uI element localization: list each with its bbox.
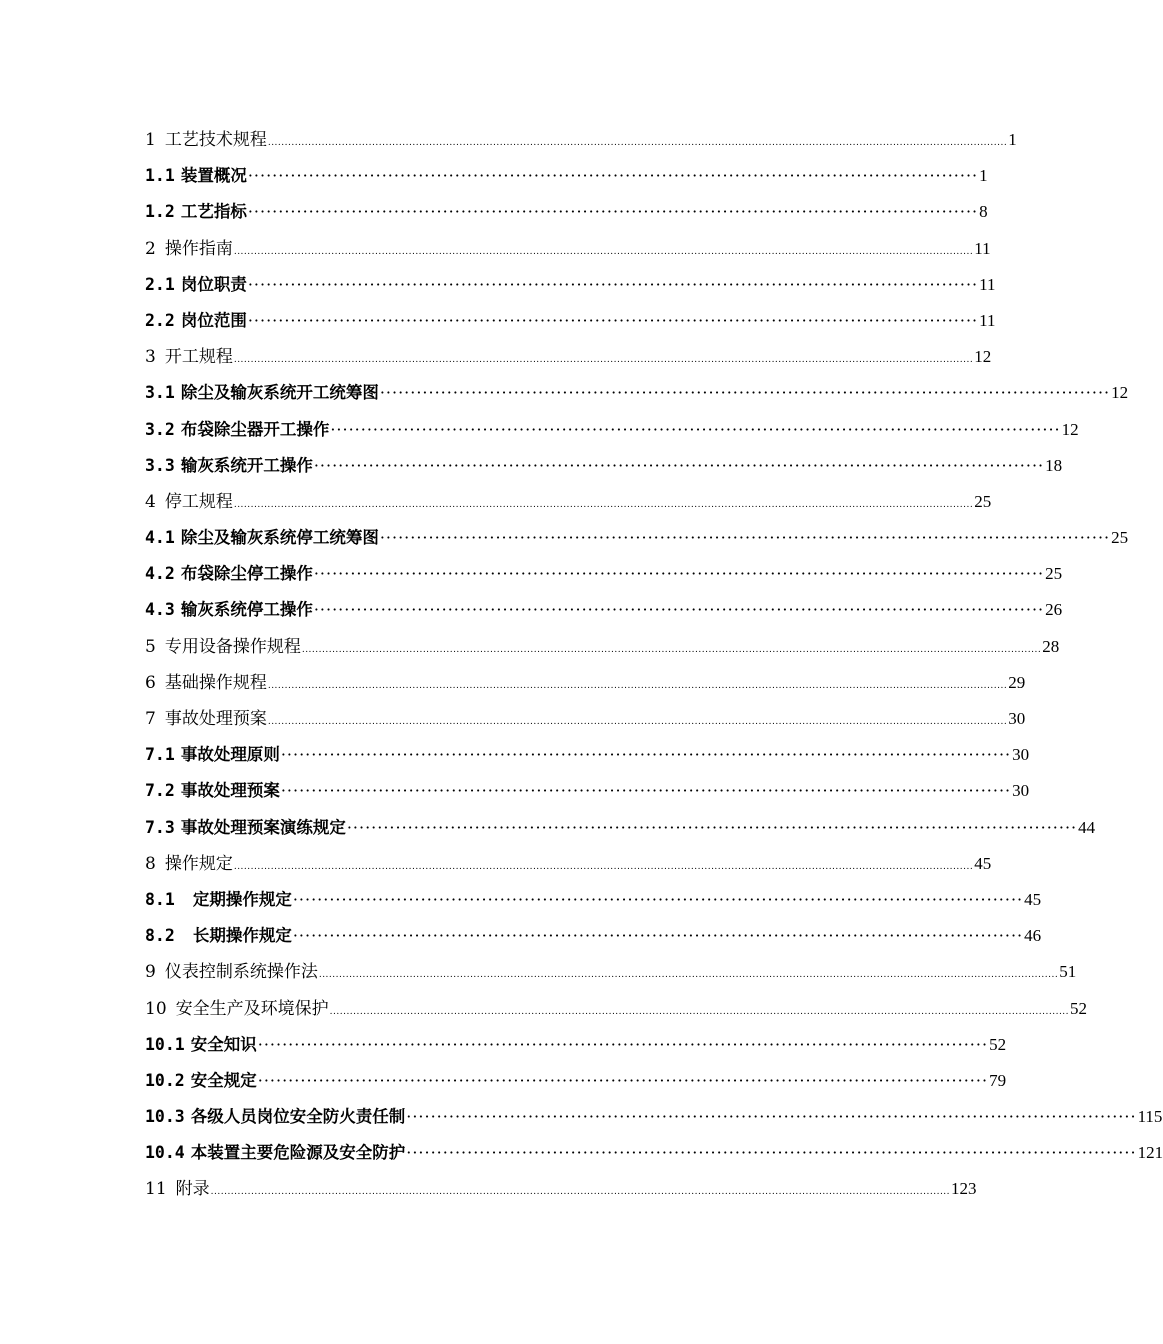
toc-entry-title: 输灰系统开工操作 <box>180 455 313 475</box>
dot-leader: ............................................................................................................................................................................................................................ <box>210 1187 951 1198</box>
toc-page-number: 1 <box>979 166 988 186</box>
toc-entry-4-1[interactable] <box>145 520 1129 556</box>
toc-page-number: 52 <box>989 1034 1007 1054</box>
toc-entry-8-1[interactable] <box>145 882 1042 918</box>
toc-entry-number: 1.1 <box>145 166 175 186</box>
dot-leader: ························································································································ <box>280 745 1012 765</box>
toc-page-number: 79 <box>989 1070 1007 1090</box>
toc-entry-2-1[interactable] <box>145 267 996 303</box>
toc-page-number: 12 <box>1061 419 1079 439</box>
toc-entry-title: 布袋除尘器开工操作 <box>180 419 330 439</box>
toc-entry-number: 3 <box>145 347 156 368</box>
toc-page-number: 51 <box>1059 962 1077 982</box>
toc-entry-7-2[interactable] <box>145 773 1030 809</box>
dot-leader: ............................................................................................................................................................................................................................ <box>267 717 1008 727</box>
toc-entry-title: 岗位范围 <box>180 310 247 330</box>
toc-page-number: 18 <box>1045 455 1063 475</box>
toc-entry-number: 7.3 <box>145 817 175 837</box>
toc-entry-title: 除尘及输灰系统停工统筹图 <box>180 528 379 548</box>
toc-entry-10-3[interactable] <box>145 1099 1163 1135</box>
toc-entry-1[interactable] <box>145 122 1017 158</box>
toc-entry-3-3[interactable] <box>145 448 1063 484</box>
toc-page-number: 28 <box>1042 636 1060 656</box>
toc-entry-number: 9 <box>145 962 156 983</box>
toc-entry-number: 3.3 <box>145 455 175 475</box>
toc-entry-number: 10.1 <box>145 1034 185 1054</box>
dot-leader: ························································································································ <box>247 166 979 186</box>
toc-entry-number: 1.2 <box>145 202 175 222</box>
dot-leader: ............................................................................................................................................................................................................................ <box>301 644 1042 655</box>
toc-entry-number: 6 <box>145 672 156 693</box>
toc-entry-4[interactable] <box>145 484 992 520</box>
toc-entry-number: 11 <box>145 1179 167 1200</box>
toc-entry-7[interactable] <box>145 701 1026 737</box>
toc-entry-3-2[interactable] <box>145 412 1079 448</box>
toc-entry-number: 4.2 <box>145 564 175 584</box>
toc-entry-title: 工艺指标 <box>180 202 247 222</box>
dot-leader: ························································································································ <box>313 455 1045 475</box>
dot-leader: ························································································································ <box>292 889 1024 909</box>
toc-entry-title: 安全知识 <box>190 1034 257 1054</box>
toc-page-number: 121 <box>1137 1143 1163 1163</box>
toc-entry-3-1[interactable] <box>145 375 1129 411</box>
dot-leader: ························································································································ <box>346 817 1078 837</box>
dot-leader: ························································································································ <box>247 202 979 222</box>
toc-entry-number: 2 <box>145 238 156 259</box>
toc-entry-title: 除尘及输灰系统开工统筹图 <box>180 383 379 403</box>
toc-entry-number: 2.2 <box>145 310 175 330</box>
toc-entry-number: 2.1 <box>145 274 175 294</box>
toc-entry-number: 10.2 <box>145 1070 185 1090</box>
toc-page-number: 45 <box>1024 889 1042 909</box>
toc-entry-number: 5 <box>145 636 156 657</box>
toc-entry-title: 操作指南 <box>164 238 233 259</box>
toc-entry-10-1[interactable] <box>145 1027 1007 1063</box>
toc-entry-number: 8.1 <box>145 889 175 909</box>
toc-page-number: 30 <box>1012 781 1030 801</box>
toc-entry-number: 7.1 <box>145 745 175 765</box>
toc-page-number: 44 <box>1078 817 1096 837</box>
toc-entry-title: 事故处理预案 <box>180 781 280 801</box>
table-of-contents <box>145 122 1163 1208</box>
toc-entry-number: 10.3 <box>145 1107 185 1127</box>
toc-entry-title: 本装置主要危险源及安全防护 <box>190 1143 406 1163</box>
toc-entry-number: 4.1 <box>145 528 175 548</box>
toc-entry-10-2[interactable] <box>145 1063 1007 1099</box>
dot-leader: ························································································································ <box>379 383 1111 403</box>
toc-entry-4-3[interactable] <box>145 592 1063 628</box>
dot-leader: ························································································································ <box>257 1070 989 1090</box>
toc-entry-title: 布袋除尘停工操作 <box>180 564 313 584</box>
toc-entry-11[interactable] <box>145 1171 977 1207</box>
dot-leader: ............................................................................................................................................................................................................................ <box>233 861 974 872</box>
dot-leader: ............................................................................................................................................................................................................................ <box>233 499 974 510</box>
toc-page-number: 11 <box>979 310 996 330</box>
toc-entry-1-1[interactable] <box>145 158 988 194</box>
toc-entry-number: 1 <box>145 130 156 150</box>
dot-leader: ························································································································ <box>379 528 1111 548</box>
toc-page-number: 123 <box>951 1179 977 1199</box>
toc-page-number: 29 <box>1008 672 1026 692</box>
toc-entry-title: 装置概况 <box>180 166 247 186</box>
dot-leader: ............................................................................................................................................................................................................................ <box>329 1006 1070 1017</box>
toc-entry-title: 岗位职责 <box>180 274 247 294</box>
toc-entry-6[interactable] <box>145 665 1026 701</box>
toc-entry-title: 基础操作规程 <box>164 672 267 693</box>
toc-entry-title: 专用设备操作规程 <box>164 636 301 657</box>
toc-page-number: 45 <box>974 853 992 873</box>
toc-entry-2-2[interactable] <box>145 303 996 339</box>
toc-entry-9[interactable] <box>145 954 1077 990</box>
toc-page-number: 11 <box>974 238 991 258</box>
toc-entry-2[interactable] <box>145 231 991 267</box>
toc-entry-title: 仪表控制系统操作法 <box>164 962 318 983</box>
toc-entry-number: 10.4 <box>145 1143 185 1163</box>
toc-entry-title: 长期操作规定 <box>192 926 292 946</box>
toc-entry-4-2[interactable] <box>145 556 1063 592</box>
toc-entry-7-1[interactable] <box>145 737 1030 773</box>
toc-entry-title: 安全规定 <box>190 1070 257 1090</box>
toc-page-number: 12 <box>1111 383 1129 403</box>
toc-entry-10[interactable] <box>145 991 1088 1027</box>
dot-leader: ························································································································ <box>406 1107 1137 1127</box>
toc-entry-title: 开工规程 <box>164 347 233 368</box>
dot-leader: ························································································································ <box>280 781 1012 801</box>
dot-leader: ............................................................................................................................................................................................................................ <box>267 680 1008 691</box>
dot-leader: ························································································································ <box>330 419 1061 439</box>
toc-page-number: 30 <box>1008 709 1026 728</box>
dot-leader: ............................................................................................................................................................................................................................ <box>267 138 1008 148</box>
dot-leader: ························································································································ <box>257 1034 989 1054</box>
toc-page-number: 25 <box>1045 564 1063 584</box>
toc-page-number: 1 <box>1008 130 1017 149</box>
toc-entry-title: 停工规程 <box>164 491 233 512</box>
toc-page-number: 46 <box>1024 926 1042 946</box>
toc-entry-number: 8 <box>145 853 156 874</box>
toc-entry-number: 3.2 <box>145 419 175 439</box>
toc-page-number: 26 <box>1045 600 1063 620</box>
toc-page-number: 12 <box>974 347 992 367</box>
toc-entry-number: 4 <box>145 491 156 512</box>
toc-page-number: 115 <box>1137 1107 1163 1127</box>
toc-entry-number: 4.3 <box>145 600 175 620</box>
toc-entry-10-4[interactable] <box>145 1135 1163 1171</box>
toc-entry-title: 操作规定 <box>164 853 233 874</box>
dot-leader: ························································································································ <box>313 564 1045 584</box>
toc-page-number: 25 <box>1111 528 1129 548</box>
toc-entry-title: 安全生产及环境保护 <box>175 998 329 1019</box>
dot-leader: ............................................................................................................................................................................................................................ <box>233 246 974 257</box>
toc-entry-title: 工艺技术规程 <box>164 130 267 150</box>
toc-entry-number: 8.2 <box>145 926 175 946</box>
toc-entry-8[interactable] <box>145 846 992 882</box>
toc-page-number: 52 <box>1070 998 1088 1018</box>
dot-leader: ························································································································ <box>247 274 979 294</box>
toc-entry-title: 定期操作规定 <box>192 889 292 909</box>
toc-page-number: 25 <box>974 491 992 511</box>
toc-entry-number: 3.1 <box>145 383 175 403</box>
dot-leader: ························································································································ <box>313 600 1045 620</box>
toc-page-number: 30 <box>1012 745 1030 765</box>
toc-entry-title: 事故处理原则 <box>180 745 280 765</box>
toc-entry-title: 输灰系统停工操作 <box>180 600 313 620</box>
toc-entry-title: 事故处理预案演练规定 <box>180 817 346 837</box>
toc-entry-title: 附录 <box>175 1179 210 1200</box>
dot-leader: ························································································································ <box>247 310 979 330</box>
toc-entry-number: 7 <box>145 709 156 729</box>
toc-page-number: 11 <box>979 274 996 294</box>
toc-entry-3[interactable] <box>145 339 992 375</box>
toc-entry-number: 10 <box>145 998 167 1019</box>
dot-leader: ............................................................................................................................................................................................................................ <box>233 355 974 366</box>
toc-entry-1-2[interactable] <box>145 194 988 230</box>
toc-entry-number: 7.2 <box>145 781 175 801</box>
toc-entry-title: 事故处理预案 <box>164 709 267 729</box>
dot-leader: ························································································································ <box>292 926 1024 946</box>
toc-entry-8-2[interactable] <box>145 918 1042 954</box>
dot-leader: ························································································································ <box>406 1143 1137 1163</box>
toc-entry-title: 各级人员岗位安全防火责任制 <box>190 1107 406 1127</box>
toc-page-number: 8 <box>979 202 988 222</box>
toc-entry-7-3[interactable] <box>145 810 1096 846</box>
dot-leader: ............................................................................................................................................................................................................................ <box>318 970 1059 981</box>
toc-entry-5[interactable] <box>145 629 1060 665</box>
